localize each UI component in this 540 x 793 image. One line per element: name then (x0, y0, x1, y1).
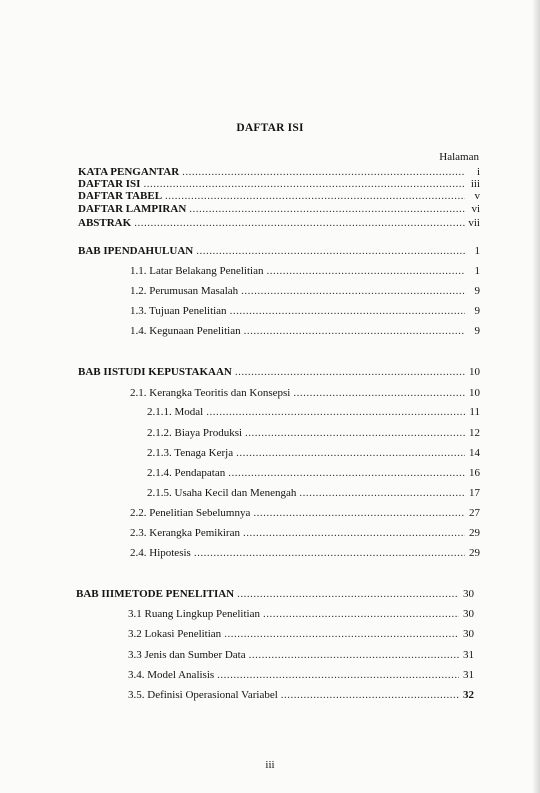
toc-section[interactable] (130, 547, 480, 559)
chapter-prefix: BAB I (78, 245, 108, 257)
subsection-label: 2.1.1. Modal (147, 406, 204, 418)
dot-leader (241, 285, 465, 297)
dot-leader (281, 689, 459, 701)
dot-leader (237, 588, 459, 600)
chapter-title: METODE PENELITIAN (114, 588, 235, 600)
toc-entry[interactable] (78, 217, 480, 229)
toc-subsection[interactable] (147, 467, 480, 479)
dot-leader (134, 217, 465, 229)
dot-leader (245, 427, 465, 439)
toc-entry[interactable] (78, 178, 480, 190)
dot-leader (299, 487, 465, 499)
section-page: 30 (463, 608, 474, 620)
chapter-page: 10 (469, 366, 480, 378)
section-label: 3.3 Jenis dan Sumber Data (128, 649, 246, 661)
toc-entry[interactable] (78, 190, 480, 202)
section-page: 31 (463, 649, 474, 661)
chapter-heading[interactable] (78, 366, 480, 378)
toc-entry[interactable] (78, 203, 480, 215)
toc-entry-label: ABSTRAK (78, 217, 132, 229)
subsection-label: 2.1.3. Tenaga Kerja (147, 447, 234, 459)
section-label: 1.3. Tujuan Penelitian (130, 305, 227, 317)
toc-entry-page: i (476, 166, 480, 178)
toc-section[interactable] (130, 507, 480, 519)
dot-leader (228, 467, 465, 479)
section-label: 3.2 Lokasi Penelitian (128, 628, 222, 640)
toc-subsection[interactable] (147, 427, 480, 439)
dot-leader (143, 178, 465, 190)
toc-entry-label: DAFTAR TABEL (78, 190, 163, 202)
page-edge-shadow (532, 0, 540, 793)
dot-leader (194, 547, 465, 559)
dot-leader (236, 447, 465, 459)
subsection-label: 2.1.4. Pendapatan (147, 467, 226, 479)
toc-section[interactable] (130, 265, 480, 277)
dot-leader (263, 608, 459, 620)
toc-entry-label: DAFTAR ISI (78, 178, 141, 190)
section-page: 32 (463, 689, 474, 701)
section-label: 1.4. Kegunaan Penelitian (130, 325, 241, 337)
toc-entry-page: iii (470, 178, 480, 190)
toc-subsection[interactable] (147, 487, 480, 499)
section-page: 9 (474, 325, 480, 337)
toc-entry[interactable] (78, 166, 480, 178)
dot-leader (206, 406, 465, 418)
section-page: 27 (469, 507, 480, 519)
section-label: 2.1. Kerangka Teoritis dan Konsepsi (130, 387, 291, 399)
chapter-heading[interactable] (78, 245, 480, 257)
dot-leader (243, 527, 465, 539)
section-page: 9 (474, 305, 480, 317)
toc-section[interactable] (128, 689, 474, 701)
toc-section[interactable] (130, 387, 480, 399)
section-page: 10 (469, 387, 480, 399)
chapter-page: 1 (474, 245, 480, 257)
section-label: 3.5. Definisi Operasional Variabel (128, 689, 278, 701)
section-label: 3.4. Model Analisis (128, 669, 215, 681)
toc-section[interactable] (130, 285, 480, 297)
toc-section[interactable] (128, 669, 474, 681)
section-label: 2.2. Penelitian Sebelumnya (130, 507, 251, 519)
toc-section[interactable] (130, 325, 480, 337)
dot-leader (253, 507, 465, 519)
section-page: 1 (474, 265, 480, 277)
subsection-page: 16 (469, 467, 480, 479)
dot-leader (196, 245, 465, 257)
toc-subsection[interactable] (147, 406, 480, 418)
subsection-page: 17 (469, 487, 480, 499)
dot-leader (165, 190, 465, 202)
dot-leader (244, 325, 465, 337)
section-label: 1.2. Perumusan Masalah (130, 285, 239, 297)
subsection-label: 2.1.2. Biaya Produksi (147, 427, 243, 439)
toc-entry-page: v (474, 190, 480, 202)
page-number: iii (265, 759, 275, 771)
page-column-header: Halaman (439, 151, 479, 163)
chapter-prefix: BAB II (78, 366, 112, 378)
dot-leader (189, 203, 465, 215)
subsection-page: 14 (469, 447, 480, 459)
section-label: 2.4. Hipotesis (130, 547, 191, 559)
toc-entry-label: DAFTAR LAMPIRAN (78, 203, 187, 215)
page-title: DAFTAR ISI (236, 122, 304, 134)
toc-entry-label: KATA PENGANTAR (78, 166, 180, 178)
dot-leader (293, 387, 465, 399)
toc-entry-page: vi (471, 203, 480, 215)
subsection-page: 11 (469, 406, 480, 418)
dot-leader (235, 366, 465, 378)
dot-leader (182, 166, 465, 178)
toc-section[interactable] (128, 649, 474, 661)
chapter-title: PENDAHULUAN (107, 245, 194, 257)
toc-section[interactable] (128, 608, 474, 620)
section-page: 30 (463, 628, 474, 640)
chapter-page: 30 (463, 588, 474, 600)
chapter-title: STUDI KEPUSTAKAAN (111, 366, 232, 378)
chapter-prefix: BAB III (76, 588, 115, 600)
section-page: 29 (469, 547, 480, 559)
section-page: 31 (463, 669, 474, 681)
dot-leader (266, 265, 465, 277)
toc-section[interactable] (130, 527, 480, 539)
section-label: 3.1 Ruang Lingkup Penelitian (128, 608, 260, 620)
toc-entry-page: vii (468, 217, 480, 229)
section-label: 2.3. Kerangka Pemikiran (130, 527, 240, 539)
toc-subsection[interactable] (147, 447, 480, 459)
section-page: 29 (469, 527, 480, 539)
dot-leader (224, 628, 459, 640)
section-label: 1.1. Latar Belakang Penelitian (130, 265, 264, 277)
toc-section[interactable] (128, 628, 474, 640)
subsection-label: 2.1.5. Usaha Kecil dan Menengah (147, 487, 297, 499)
dot-leader (249, 649, 459, 661)
section-page: 9 (474, 285, 480, 297)
dot-leader (230, 305, 465, 317)
subsection-page: 12 (469, 427, 480, 439)
dot-leader (217, 669, 459, 681)
chapter-heading[interactable] (76, 588, 474, 600)
toc-section[interactable] (130, 305, 480, 317)
